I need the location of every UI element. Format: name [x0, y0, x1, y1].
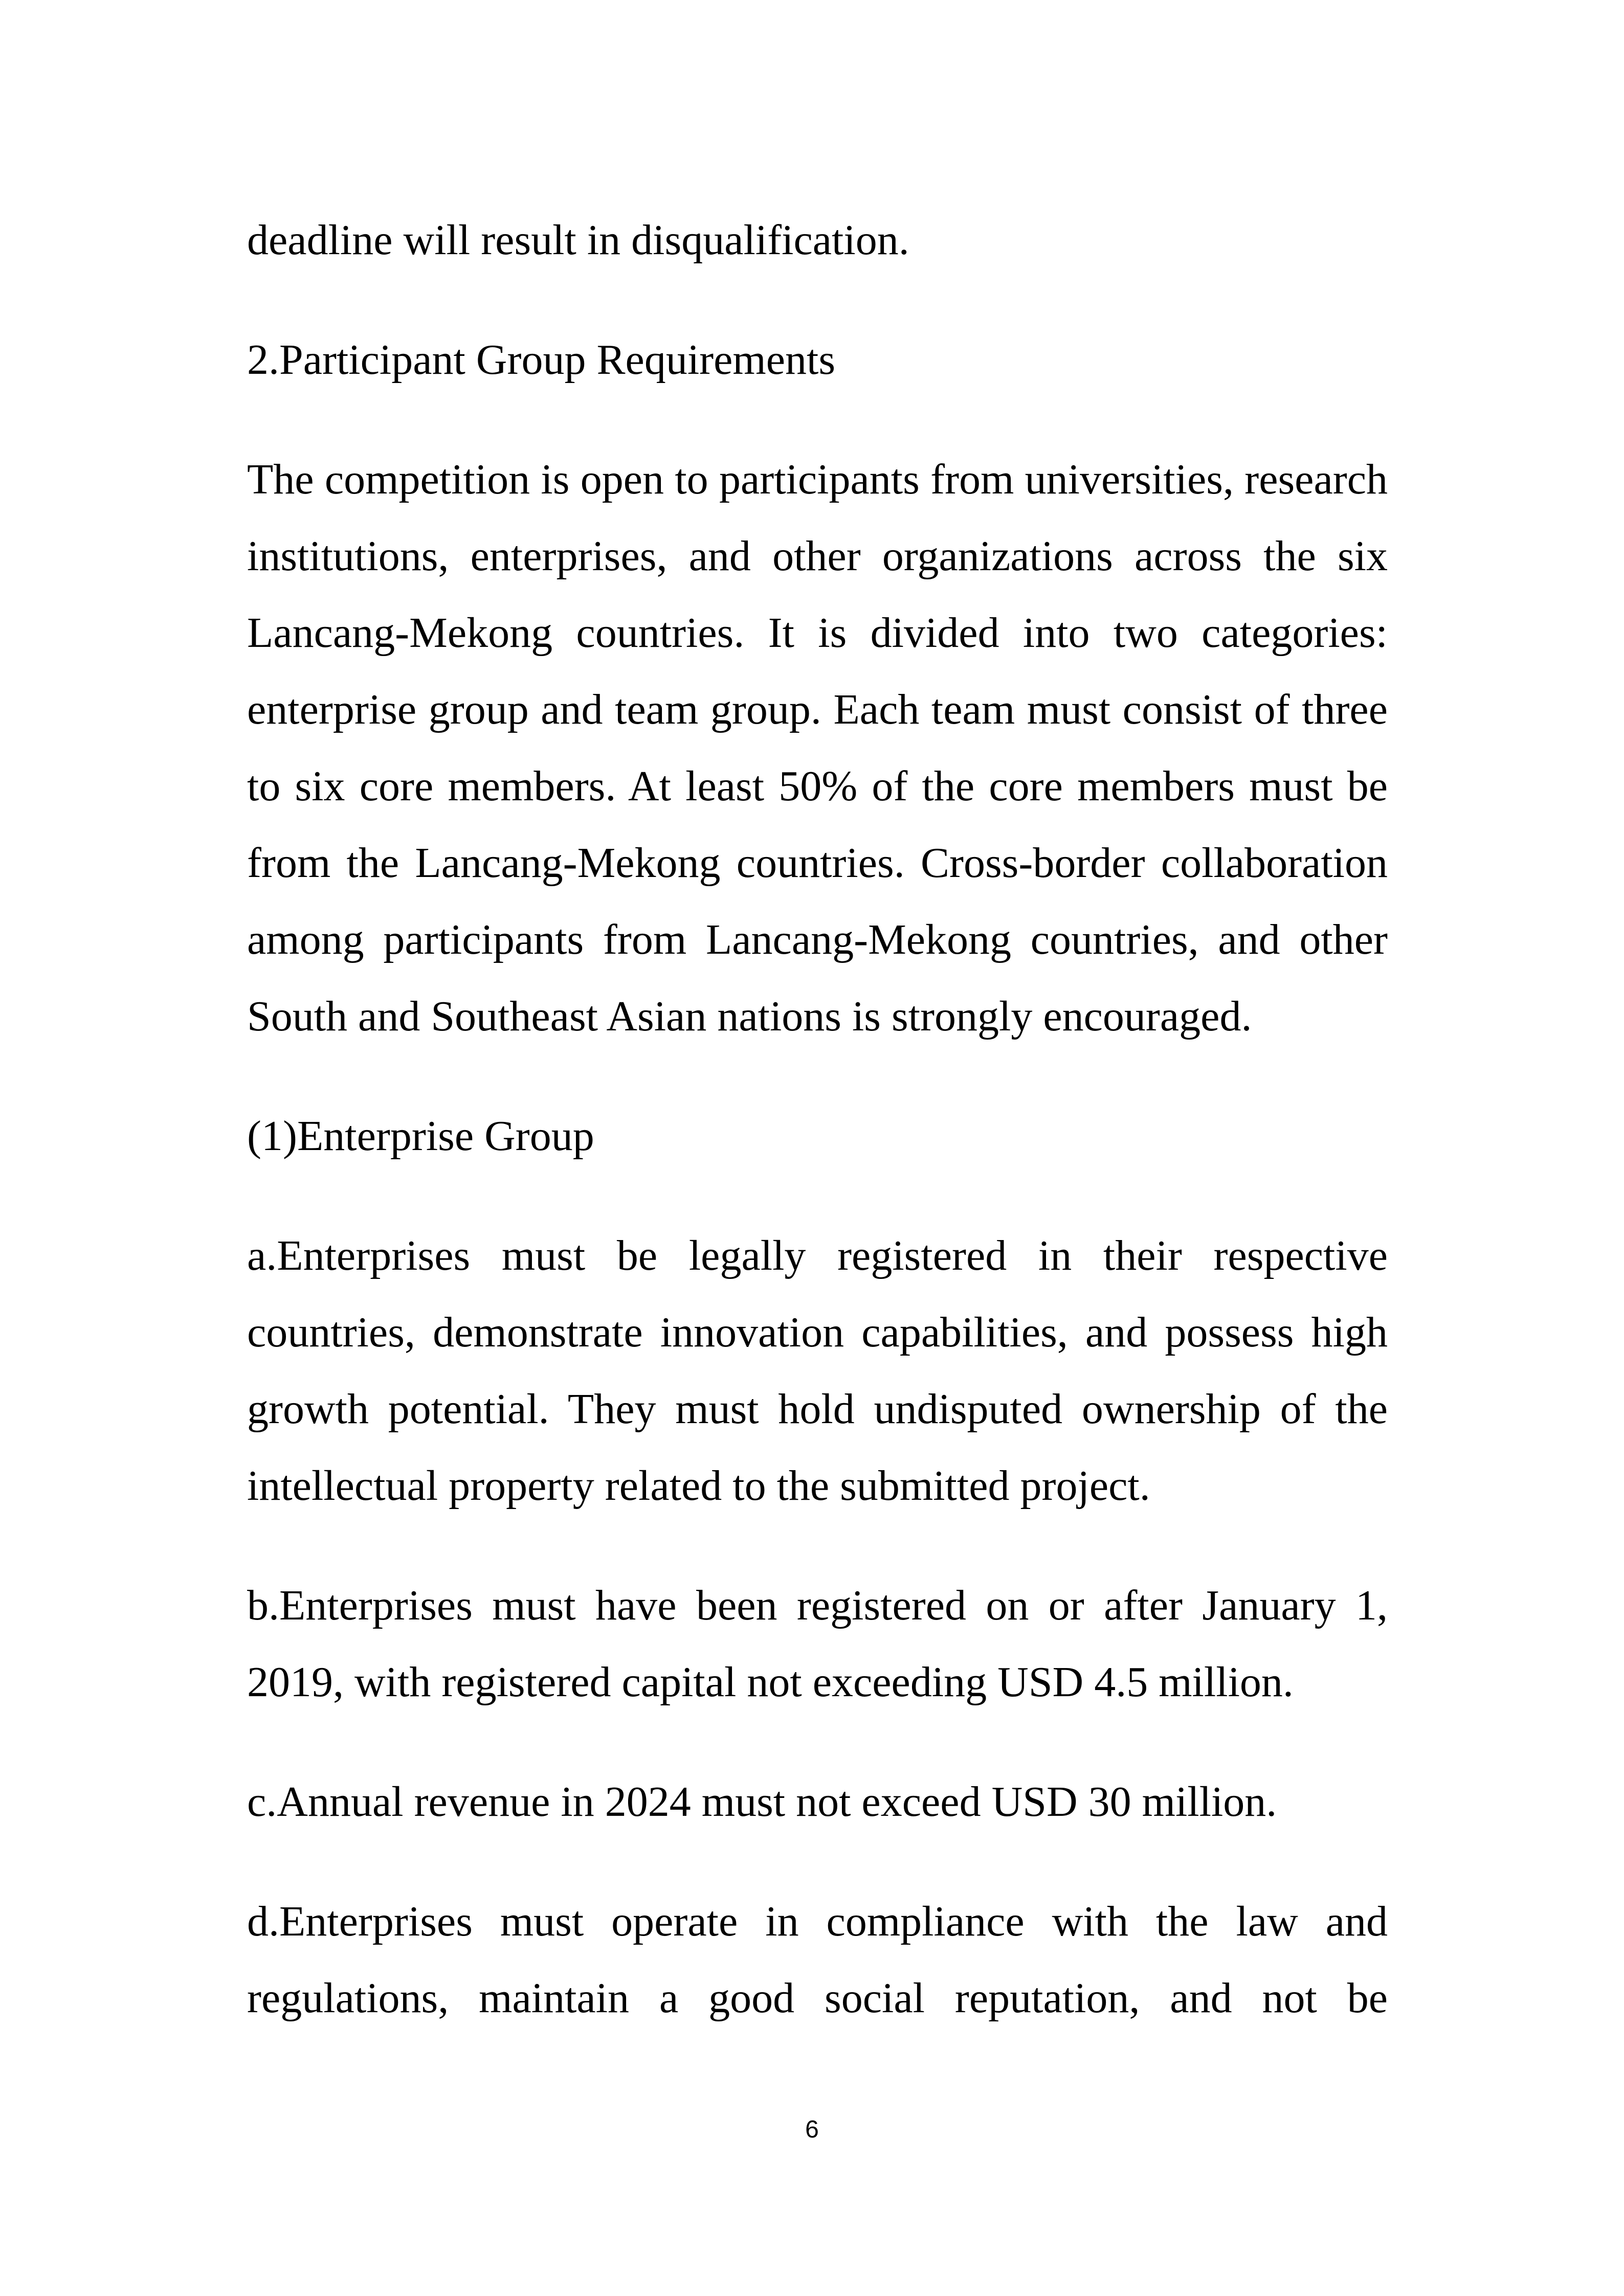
paragraph-competition-overview: The competition is open to participants from universities, research institutions, enterprises, and other organizations across the six Lancang-Mekong countries. It is divided into two categories: enterprise group and team group. Each team must consist of three to six core members. At least 50% of the core members must be from the Lancang-Mekong countries. Cross-border collaboration among participants from Lancang-Mekong countries, and other South and Southeast Asian nations is strongly encouraged.: [247, 456, 1388, 1040]
requirement-item-d: d.Enterprises must operate in compliance with the law and regulations, maintain a good social reputation, and not be: [247, 1898, 1388, 2022]
requirement-item-b: b.Enterprises must have been registered on or after January 1, 2019, with registered capital not exceeding USD 4.5 million.: [247, 1582, 1388, 1706]
requirement-item-a: a.Enterprises must be legally registered in their respective countries, demonstrate innovation capabilities, and possess high growth potential. They must hold undisputed ownership of the intellectual property related to the submitted project.: [247, 1232, 1388, 1510]
subsection-heading-enterprise-group: (1)Enterprise Group: [247, 1112, 594, 1160]
section-heading-participant-group-requirements: 2.Participant Group Requirements: [247, 336, 836, 384]
requirement-item-c: c.Annual revenue in 2024 must not exceed USD 30 million.: [247, 1778, 1277, 1826]
page-content: [247, 202, 1388, 2080]
paragraph-continuation: deadline will result in disqualification.: [247, 216, 909, 264]
page-number: 6: [805, 2116, 819, 2143]
